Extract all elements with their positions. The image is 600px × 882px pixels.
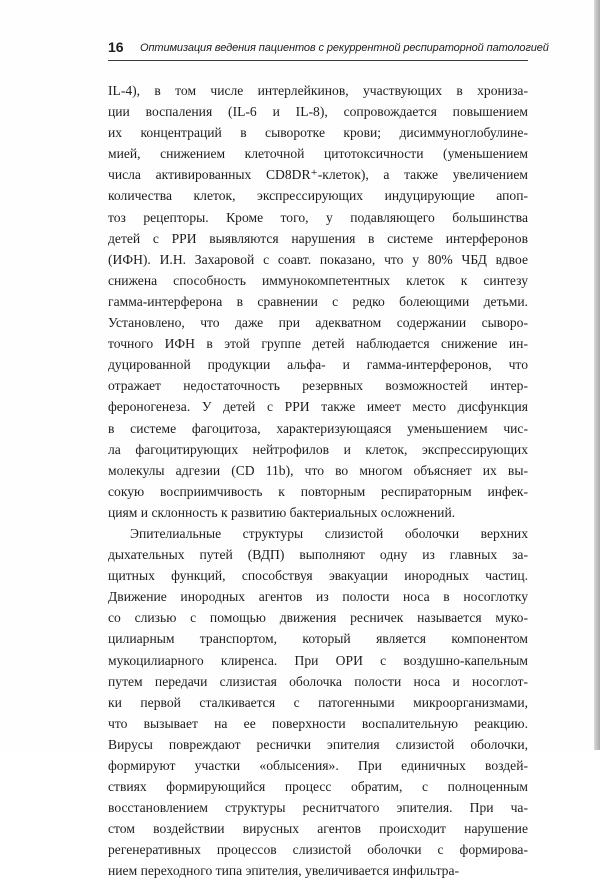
text-line: количества клеток, экспрессирующих индуцирующие апоп-	[108, 188, 528, 204]
running-title: Оптимизация ведения пациентов с рекуррентной респираторной патологией	[140, 42, 549, 54]
text-line: ствиях формирующийся процесс обратим, с полноценным	[108, 779, 528, 795]
page-header	[108, 39, 549, 56]
text-line: отражает недостаточность резервных возможностей интер-	[108, 378, 528, 394]
text-line: точного ИФН в этой группе детей наблюдается снижение ин-	[108, 336, 528, 352]
text-line: числа активированных CD8DR⁺-клеток), а также увеличением	[108, 167, 528, 183]
text-line: цилиарным транспортом, который является компонентом	[108, 631, 528, 647]
text-line: что вызывает на ее поверхности воспалительную реакцию.	[108, 715, 528, 731]
text-line: мией, снижением клеточной цитотоксичности (уменьшением	[108, 146, 528, 162]
text-line: дуцированной продукции альфа- и гамма-интерферонов, что	[108, 357, 528, 373]
page-number: 16	[108, 39, 124, 55]
page-edge-shadow	[594, 0, 600, 750]
text-line: снижена способность иммунокомпетентных клеток к синтезу	[108, 272, 528, 288]
text-line: со слизью с помощью движения ресничек называется муко-	[108, 610, 528, 626]
text-line: Движение инородных агентов из полости носа в носоглотку	[108, 589, 528, 605]
text-line: путем передачи слизистая оболочка полости носа и носоглот-	[108, 673, 528, 689]
text-line: тоз рецепторы. Кроме того, у подавляющего большинства	[108, 209, 528, 225]
text-line: регенеративных процессов слизистой оболочки с формирова-	[108, 842, 528, 858]
text-line: в системе фагоцитоза, характеризующаяся уменьшением чис-	[108, 420, 528, 436]
text-line: ции воспаления (IL-6 и IL-8), сопровождается повышением	[108, 104, 528, 120]
paragraph-1	[108, 80, 528, 523]
header-divider	[108, 60, 528, 61]
text-line: детей с РРИ выявляются нарушения в системе интерферонов	[108, 230, 528, 246]
text-line: их концентраций в сыворотке крови; дисиммуноглобулине-	[108, 125, 528, 141]
body-text	[108, 80, 528, 882]
text-line: щитных функций, способствуя эвакуации инородных частиц.	[108, 568, 528, 584]
text-line: восстановлением структуры реснитчатого эпителия. При ча-	[108, 800, 528, 816]
text-line: нием переходного типа эпителия, увеличивается инфильтра-	[108, 863, 460, 879]
text-line: Эпителиальные структуры слизистой оболочки верхних	[130, 525, 528, 541]
text-line: фероногенеза. У детей с РРИ также имеет место дисфункция	[108, 399, 528, 415]
text-line: IL-4), в том числе интерлейкинов, участвующих в хрониза-	[108, 83, 528, 98]
text-line: стом воздействии вирусных агентов происходит нарушение	[108, 821, 528, 837]
text-line: Установлено, что даже при адекватном содержании сыворо-	[108, 315, 528, 331]
text-line: дыхательных путей (ВДП) выполняют одну из главных за-	[108, 547, 528, 563]
paragraph-2	[108, 523, 528, 882]
text-line: ки первой сталкивается с патогенными микроорганизмами,	[108, 694, 528, 710]
text-line: циям и склонность к развитию бактериальных осложнений.	[108, 504, 456, 520]
text-line: формируют участки «облысения». При единичных воздей-	[108, 758, 528, 773]
text-line: Вирусы повреждают реснички эпителия слизистой оболочки,	[108, 736, 528, 752]
text-line: ла фагоцитирующих нейтрофилов и клеток, экспрессирующих	[108, 441, 528, 457]
text-line: молекулы адгезии (CD 11b), что во многом объясняет их вы-	[108, 462, 528, 478]
text-line: сокую восприимчивость к повторным респираторным инфек-	[108, 483, 528, 499]
text-line: (ИФН). И.Н. Захаровой с соавт. показано, что у 80% ЧБД вдвое	[108, 251, 528, 267]
text-line: гамма-интерферона в сравнении с редко болеющими детьми.	[108, 293, 528, 309]
text-line: мукоцилиарного клиренса. При ОРИ с воздушно-капельным	[108, 652, 528, 668]
